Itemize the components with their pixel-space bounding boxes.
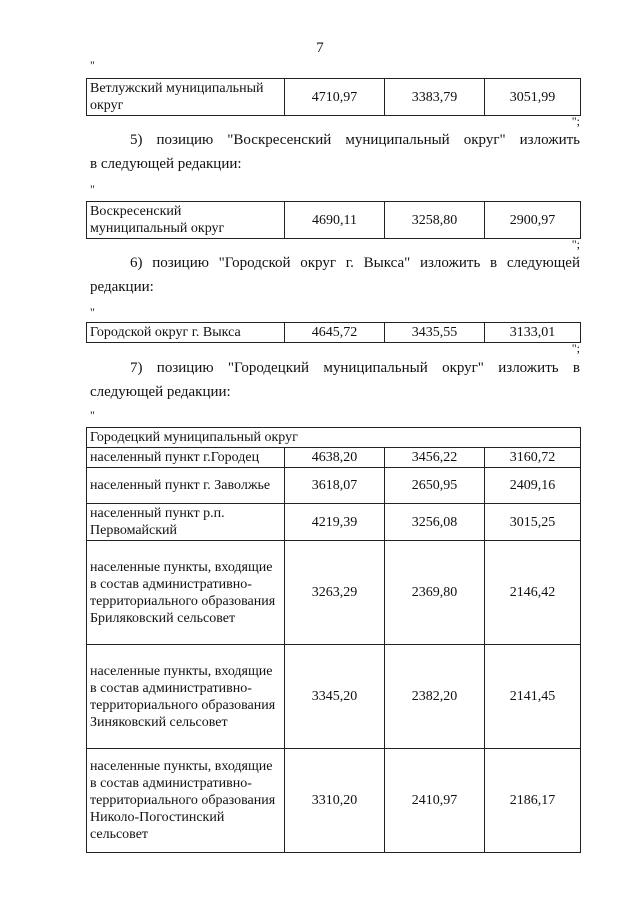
value-1: 3263,29 — [285, 541, 385, 645]
paragraph-item-7 — [90, 356, 580, 404]
value-3: 2409,16 — [485, 468, 581, 504]
close-quote: "; — [571, 114, 580, 128]
paragraph-line: 6) позицию "Городской округ г. Выкса" изложить в следующей — [130, 255, 580, 271]
value-2: 3258,80 — [385, 202, 485, 239]
table-voskresensky — [86, 201, 581, 239]
table-vetluzhsky — [86, 78, 581, 116]
value-1: 4690,11 — [285, 202, 385, 239]
value-3: 3051,99 — [485, 79, 581, 116]
value-1: 3310,20 — [285, 749, 385, 853]
settlement-name: населенный пункт г.Городец — [87, 448, 285, 468]
table-row — [87, 749, 581, 853]
district-header: Городецкий муниципальный округ — [87, 428, 581, 448]
value-2: 3383,79 — [385, 79, 485, 116]
value-2: 2369,80 — [385, 541, 485, 645]
paragraph-line: редакции: — [90, 279, 154, 295]
settlement-name: населенный пункт г. Заволжье — [87, 468, 285, 504]
paragraph-item-6 — [90, 251, 580, 299]
value-3: 2900,97 — [485, 202, 581, 239]
value-1: 3618,07 — [285, 468, 385, 504]
value-2: 2382,20 — [385, 645, 485, 749]
paragraph-item-5 — [90, 128, 580, 176]
value-2: 3435,55 — [385, 323, 485, 343]
table-gorodetsky — [86, 427, 581, 853]
settlement-name: населенные пункты, входящие в состав административно-территориального образования Зиняковский сельсовет — [87, 645, 285, 749]
table-row — [87, 323, 581, 343]
value-3: 2146,42 — [485, 541, 581, 645]
table-row — [87, 468, 581, 504]
value-2: 2650,95 — [385, 468, 485, 504]
value-3: 3133,01 — [485, 323, 581, 343]
settlement-name: населенные пункты, входящие в состав административно-территориального образования Николо-Погостинский сельсовет — [87, 749, 285, 853]
table-row — [87, 448, 581, 468]
table-vyksa — [86, 322, 581, 343]
open-quote: " — [90, 305, 95, 319]
table-row — [87, 202, 581, 239]
value-2: 2410,97 — [385, 749, 485, 853]
paragraph-line: в следующей редакции: — [90, 156, 242, 172]
open-quote: " — [90, 182, 95, 196]
district-name: Воскресенский муниципальный округ — [87, 202, 285, 239]
paragraph-line: следующей редакции: — [90, 384, 231, 400]
paragraph-line: 5) позицию "Воскресенский муниципальный округ" изложить — [130, 132, 580, 148]
open-quote: " — [90, 58, 95, 72]
table-row — [87, 645, 581, 749]
value-3: 3015,25 — [485, 504, 581, 541]
value-2: 3256,08 — [385, 504, 485, 541]
value-3: 2186,17 — [485, 749, 581, 853]
table-row — [87, 504, 581, 541]
table-row — [87, 541, 581, 645]
value-3: 2141,45 — [485, 645, 581, 749]
settlement-name: населенный пункт р.п. Первомайский — [87, 504, 285, 541]
district-name: Ветлужский муниципальный округ — [87, 79, 285, 116]
value-2: 3456,22 — [385, 448, 485, 468]
open-quote: " — [90, 408, 95, 422]
value-1: 4638,20 — [285, 448, 385, 468]
close-quote: "; — [571, 237, 580, 251]
value-3: 3160,72 — [485, 448, 581, 468]
page-number: 7 — [316, 40, 324, 56]
table-row — [87, 79, 581, 116]
paragraph-line: 7) позицию "Городецкий муниципальный округ" изложить в — [130, 360, 580, 376]
table-header-row — [87, 428, 581, 448]
settlement-name: населенные пункты, входящие в состав административно-территориального образования Бриляковский сельсовет — [87, 541, 285, 645]
district-name: Городской округ г. Выкса — [87, 323, 285, 343]
value-1: 4645,72 — [285, 323, 385, 343]
value-1: 4710,97 — [285, 79, 385, 116]
value-1: 4219,39 — [285, 504, 385, 541]
value-1: 3345,20 — [285, 645, 385, 749]
close-quote: "; — [571, 341, 580, 355]
